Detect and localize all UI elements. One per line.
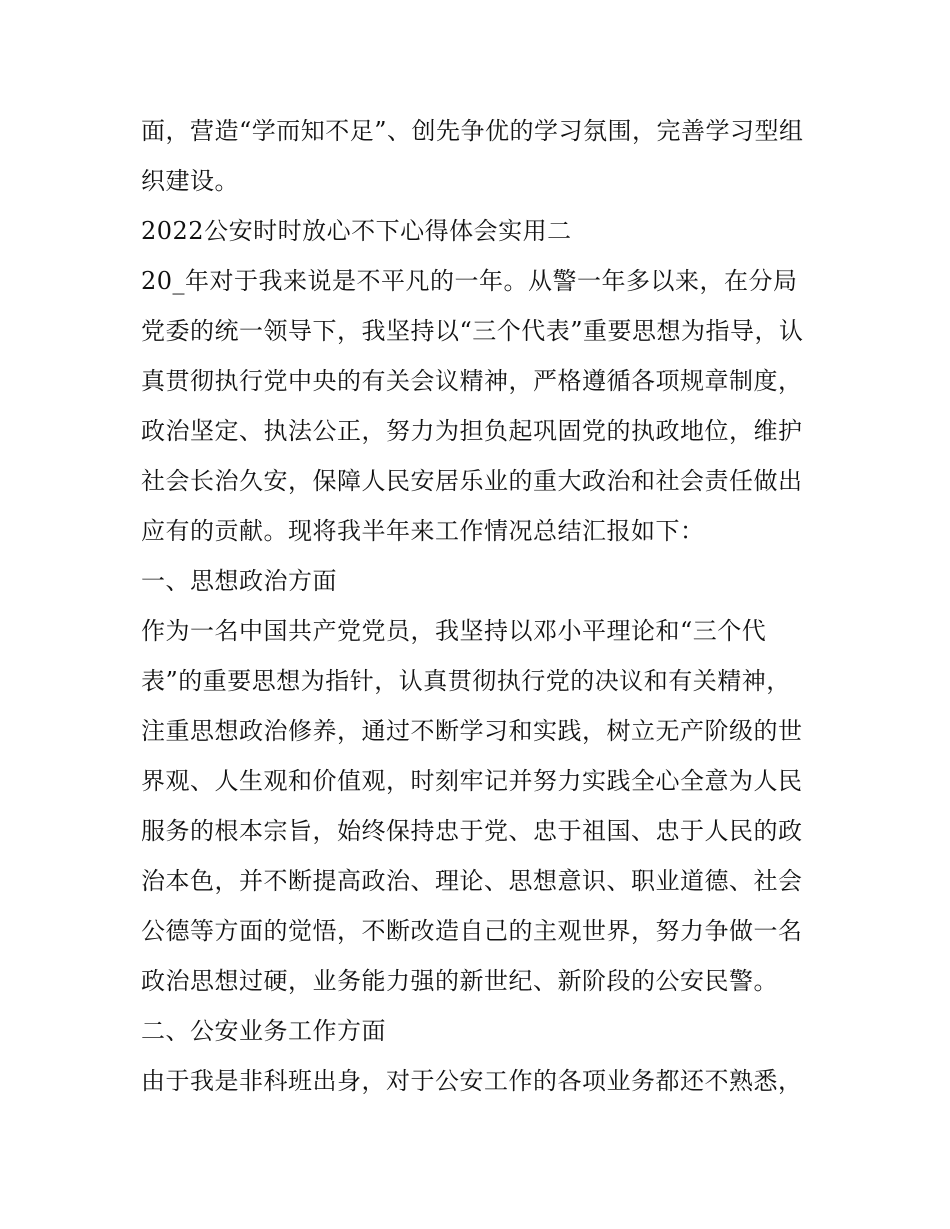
text-line: 表”的重要思想为指针，认真贯彻执行党的决议和有关精神， <box>141 667 791 695</box>
text-line: 真贯彻执行党中央的有关会议精神，严格遵循各项规章制度， <box>141 367 803 395</box>
section-title: 2022公安时时放心不下心得体会实用二 <box>141 217 572 245</box>
text-line: 织建设。 <box>141 167 239 195</box>
document-body <box>141 106 821 1106</box>
text-line: 政治思想过硬，业务能力强的新世纪、新阶段的公安民警。 <box>141 967 778 995</box>
section-heading: 一、思想政治方面 <box>141 567 337 595</box>
text-line: 作为一名中国共产党党员，我坚持以邓小平理论和“三个代 <box>141 617 767 645</box>
text-line: 面，营造“学而知不足”、创先争优的学习氛围，完善学习型组 <box>141 117 804 145</box>
text-line: 注重思想政治修养，通过不断学习和实践，树立无产阶级的世 <box>141 717 803 745</box>
text-line: 由于我是非科班出身，对于公安工作的各项业务都还不熟悉， <box>141 1067 803 1095</box>
text-line: 党委的统一领导下，我坚持以“三个代表”重要思想为指导，认 <box>141 317 804 345</box>
text-line: 20_年对于我来说是不平凡的一年。从警一年多以来，在分局 <box>141 267 798 295</box>
section-heading: 二、公安业务工作方面 <box>141 1017 386 1045</box>
text-line: 服务的根本宗旨，始终保持忠于党、忠于祖国、忠于人民的政 <box>141 817 803 845</box>
text-line: 政治坚定、执法公正，努力为担负起巩固党的执政地位，维护 <box>141 417 803 445</box>
text-line: 公德等方面的觉悟，不断改造自己的主观世界，努力争做一名 <box>141 917 803 945</box>
text-line: 社会长治久安，保障人民安居乐业的重大政治和社会责任做出 <box>141 467 803 495</box>
text-line: 界观、人生观和价值观，时刻牢记并努力实践全心全意为人民 <box>141 767 803 795</box>
text-line: 治本色，并不断提高政治、理论、思想意识、职业道德、社会 <box>141 867 803 895</box>
text-line: 应有的贡献。现将我半年来工作情况总结汇报如下： <box>141 517 705 545</box>
